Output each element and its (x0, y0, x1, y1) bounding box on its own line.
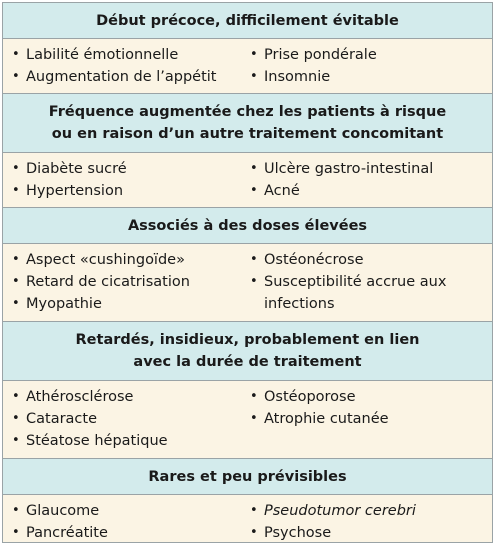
section-header (3, 459, 492, 495)
bullet-icon: • (12, 296, 20, 311)
list-item: • Insomnie (250, 66, 492, 88)
section-header (3, 208, 492, 244)
list-item: • Aspect «cushingoïde» (12, 249, 248, 271)
section-body (3, 381, 492, 459)
section-header (3, 3, 492, 39)
bullet-icon: • (12, 411, 20, 426)
section-body (3, 39, 492, 94)
list-item: • Ostéonécrose (250, 249, 492, 271)
bullet-icon: • (12, 69, 20, 84)
left-column (3, 500, 248, 551)
section-title-line: Début précoce, difficilement évitable (96, 12, 399, 29)
section-body (3, 153, 492, 208)
section-body (3, 495, 492, 551)
section-header (3, 94, 492, 153)
right-column (248, 158, 492, 207)
list-item: • Prise pondérale (250, 44, 492, 66)
bullet-icon: • (250, 161, 258, 176)
section-title-line: Associés à des doses élevées (127, 217, 368, 234)
list-item: • Psychose (250, 522, 492, 544)
list-item: • Cataracte (12, 408, 248, 430)
section-header (3, 322, 492, 381)
left-column (3, 249, 248, 321)
left-column (3, 158, 248, 207)
left-column (3, 44, 248, 93)
bullet-icon: • (12, 503, 20, 518)
right-column (248, 500, 492, 551)
list-item: • Diabète sucré (12, 158, 248, 180)
bullet-icon: • (12, 274, 20, 289)
bullet-icon: • (12, 183, 20, 198)
list-item: • Athérosclérose (12, 386, 248, 408)
list-item: • Hypertension (12, 180, 248, 202)
list-item: • Acné (250, 180, 492, 202)
bullet-icon: • (250, 69, 258, 84)
section-title-line: ou en raison d’un autre traitement concomitant (51, 126, 444, 142)
bullet-icon: • (250, 525, 258, 540)
bullet-icon: • (250, 411, 258, 426)
list-item: • Ulcère gastro-intestinal (250, 158, 492, 180)
bullet-icon: • (250, 183, 258, 198)
list-item: • Labilité émotionnelle (12, 44, 248, 66)
bullet-icon: • (12, 433, 20, 448)
list-item: • Atrophie cutanée (250, 408, 492, 430)
list-item: • Retard de cicatrisation (12, 271, 248, 293)
bullet-icon: • (12, 389, 20, 404)
section-title-line: Fréquence augmentée chez les patients à risque (48, 104, 447, 120)
section-title-line: avec la durée de traitement (133, 354, 362, 370)
bullet-icon: • (12, 161, 20, 176)
section-title-line: Rares et peu prévisibles (148, 468, 347, 485)
right-column (248, 44, 492, 93)
left-column (3, 386, 248, 458)
side-effects-table (2, 2, 493, 543)
list-item: • Myopathie (12, 293, 248, 315)
list-item: • Susceptibilité accrue aux infections (250, 271, 492, 315)
list-item: • Stéatose hépatique (12, 430, 248, 452)
list-item: • Pseudotumor cerebri (250, 500, 492, 522)
section-title-line: Retardés, insidieux, probablement en lien (75, 332, 420, 348)
bullet-icon: • (250, 389, 258, 404)
right-column (248, 386, 492, 458)
list-item: • Glaucome (12, 500, 248, 522)
bullet-icon: • (250, 47, 258, 62)
bullet-icon: • (250, 274, 258, 289)
bullet-icon: • (250, 252, 258, 267)
list-item: • Ostéoporose (250, 386, 492, 408)
bullet-icon: • (12, 47, 20, 62)
right-column (248, 249, 492, 321)
bullet-icon: • (12, 252, 20, 267)
section-body (3, 244, 492, 322)
bullet-icon: • (250, 503, 258, 518)
list-item: • Pancréatite (12, 522, 248, 544)
bullet-icon: • (12, 525, 20, 540)
list-item: • Augmentation de l’appétit (12, 66, 248, 88)
